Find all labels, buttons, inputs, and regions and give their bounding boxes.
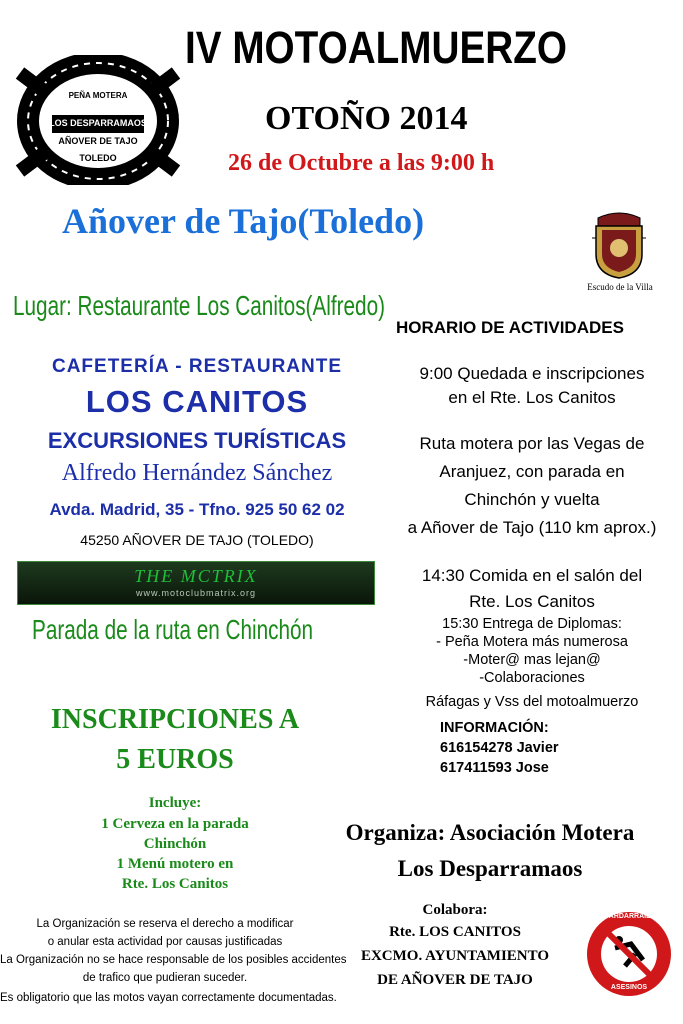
town-name: Añover de Tajo(Toledo) (62, 201, 425, 241)
logo-line-1: PEÑA MOTERA (68, 91, 128, 100)
colabora-item-2: EXCMO. AYUNTAMIENTO (360, 948, 550, 964)
logo-line-2: LOS DESPARRAMAOS (49, 118, 147, 128)
card-line-6: 45250 AÑOVER DE TAJO (TOLEDO) (80, 532, 314, 548)
info-phone-1: 616154278 Javier (440, 740, 559, 756)
incluye-item-2b: Rte. Los Canitos (121, 876, 229, 892)
badge-top-text: GUARDARRAILES (598, 913, 660, 920)
colabora-item-1: Rte. LOS CANITOS (389, 924, 521, 940)
organiza-line-1: Organiza: Asociación Motera (345, 820, 635, 845)
horario-b2: Aranjuez, con parada en (439, 462, 625, 481)
disclaimer-line-5: Es obligatorio que las motos vayan correctamente documentadas. (0, 992, 337, 1004)
horario-b3: Chinchón y vuelta (464, 490, 600, 509)
info-phone-2: 617411593 Jose (440, 760, 549, 776)
horario-e1: Ráfagas y Vss del motoalmuerzo (425, 694, 639, 710)
organiza-line-2: Los Desparramaos (397, 856, 583, 881)
horario-d2: - Peña Motera más numerosa (436, 634, 628, 650)
card-line-3: EXCURSIONES TURÍSTICAS (47, 428, 347, 453)
disclaimer-line-3: La Organización no se hace responsable de los posibles accidentes (0, 954, 347, 966)
disclaimer-line-1: La Organización se reserva el derecho a modificar (36, 918, 294, 930)
horario-b4: a Añover de Tajo (110 km aprox.) (407, 518, 657, 537)
info-title: INFORMACIÓN: (440, 720, 549, 736)
horario-d3: -Moter@ mas lejan@ (463, 652, 601, 668)
card-line-4: Alfredo Hernández Sánchez (61, 460, 333, 486)
horario-b1: Ruta motera por las Vegas de (419, 434, 645, 453)
disclaimer-line-4: de trafico que pudieran suceder. (82, 972, 248, 984)
inscripciones-line-1: INSCRIPCIONES A (50, 704, 300, 735)
restaurant-card (20, 348, 374, 558)
escudo-label: Escudo de la Villa (587, 282, 653, 292)
colabora-item-3: DE AÑOVER DE TAJO (377, 972, 533, 988)
page-title: IV MOTOALMUERZO (185, 22, 567, 73)
escudo (588, 208, 650, 280)
guardarrailes-badge (585, 910, 673, 998)
matrix-title: THE MCTRIX (134, 566, 258, 586)
disclaimer-line-2: o anular esta actividad por causas justificadas (47, 936, 283, 948)
pena-logo (14, 55, 182, 185)
colabora-title: Colabora: (422, 902, 488, 918)
logo-line-4: TOLEDO (79, 153, 117, 163)
matrix-url: www.motoclubmatrix.org (135, 588, 257, 598)
badge-bottom-text: ASESINOS (610, 984, 648, 991)
incluye-item-1b: Chinchón (143, 836, 207, 852)
card-line-1: CAFETERÍA - RESTAURANTE (51, 356, 343, 377)
coat-of-arms-icon (588, 208, 650, 280)
matrix-banner (17, 561, 375, 605)
horario-a2: en el Rte. Los Canitos (448, 388, 616, 407)
card-line-5: Avda. Madrid, 35 - Tfno. 925 50 62 02 (49, 500, 345, 519)
horario-title: HORARIO DE ACTIVIDADES (396, 318, 624, 337)
incluye-item-1a: 1 Cerveza en la parada (101, 816, 249, 832)
parada-heading: Parada de la ruta en Chinchón (32, 614, 314, 645)
lugar-heading: Lugar: Restaurante Los Canitos(Alfredo) (13, 290, 386, 321)
horario-c1: 14:30 Comida en el salón del (421, 566, 643, 585)
card-line-2: LOS CANITOS (85, 384, 309, 419)
incluye-label: Incluye: (148, 795, 202, 811)
horario-d4: -Colaboraciones (479, 670, 585, 686)
inscripciones-line-2: 5 EUROS (116, 744, 234, 775)
horario-d1: 15:30 Entrega de Diplomas: (442, 616, 622, 632)
incluye-item-2a: 1 Menú motero en (116, 856, 234, 872)
logo-line-3: AÑOVER DE TAJO (58, 136, 138, 146)
subtitle: OTOÑO 2014 (265, 100, 468, 137)
horario-c2: Rte. Los Canitos (469, 592, 595, 611)
event-date: 26 de Octubre a las 9:00 h (228, 150, 495, 176)
horario-a1: 9:00 Quedada e inscripciones (419, 364, 645, 383)
